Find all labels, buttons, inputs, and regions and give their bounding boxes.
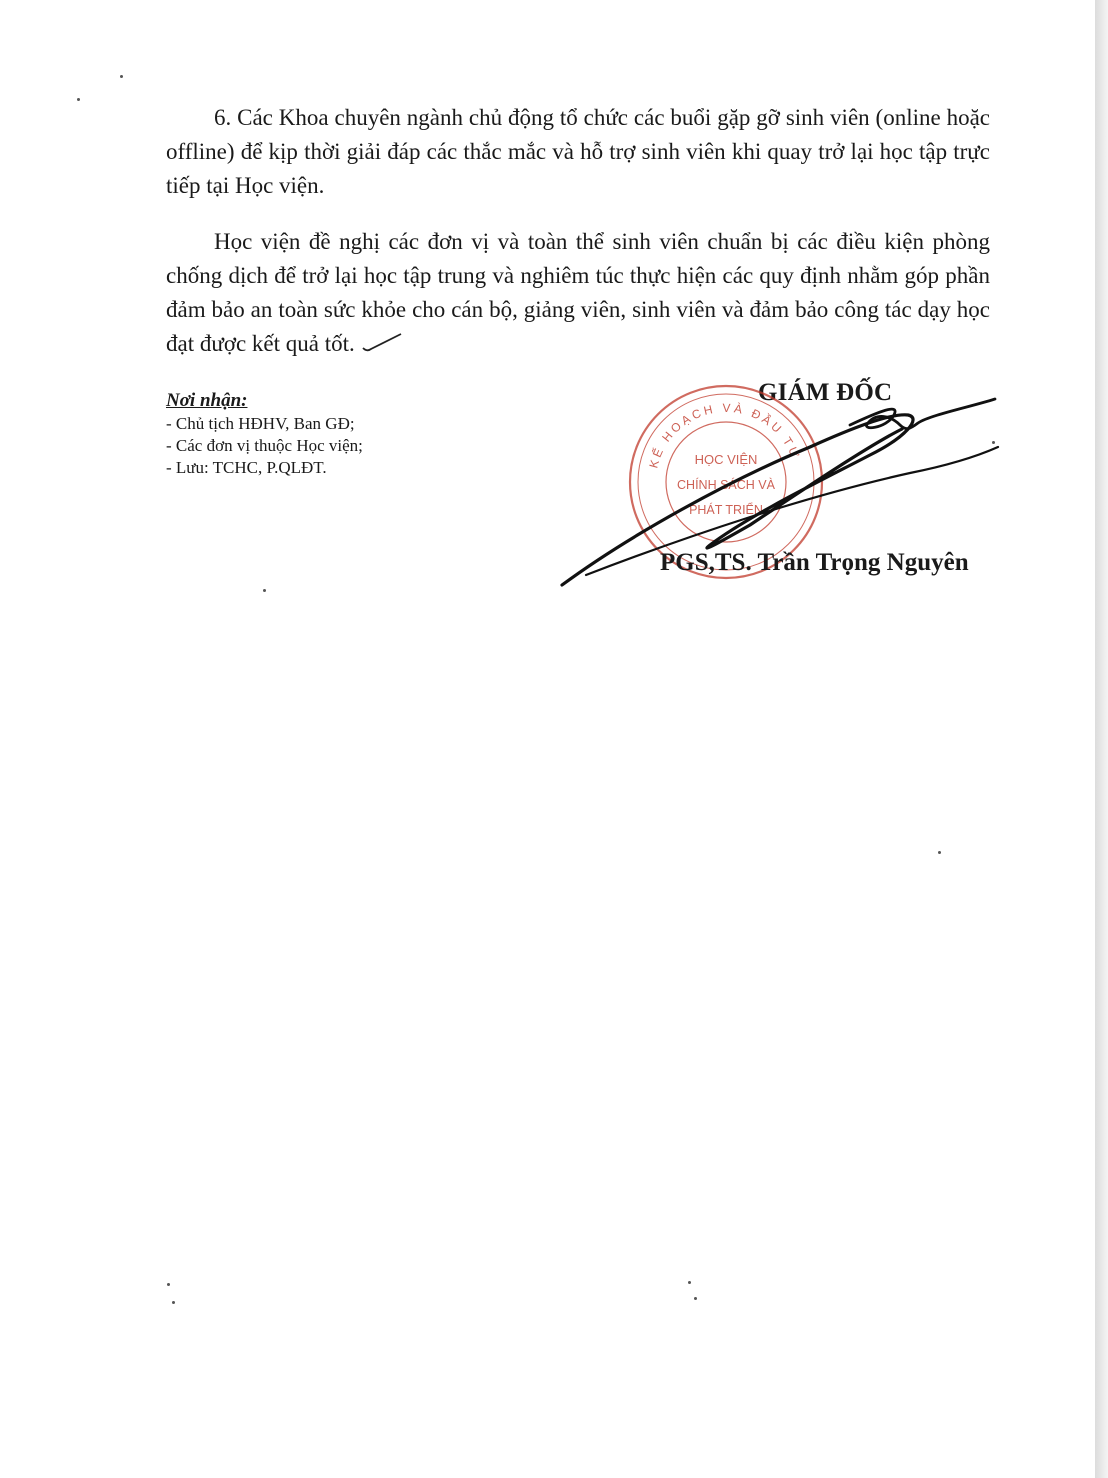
recipient-item: - Lưu: TCHC, P.QLĐT. bbox=[166, 458, 327, 477]
handwritten-signature bbox=[550, 385, 1010, 595]
scan-speck bbox=[77, 98, 80, 101]
scan-speck bbox=[938, 851, 941, 854]
page-edge-shadow bbox=[1095, 0, 1108, 1478]
scan-speck bbox=[172, 1301, 175, 1304]
recipients-block bbox=[166, 390, 496, 479]
scan-speck bbox=[167, 1283, 170, 1286]
scan-speck bbox=[263, 589, 266, 592]
stamp-line: CHÍNH SÁCH VÀ bbox=[677, 478, 775, 492]
recipient-item: - Các đơn vị thuộc Học viện; bbox=[166, 436, 363, 455]
closing-paragraph-text: Học viện đề nghị các đơn vị và toàn thể sinh viên chuẩn bị các điều kiện phòng chống dịch để trở lại học tập trung và nghiêm túc thực hiện các quy định nhằm góp phần đảm bảo an toàn sức khỏe cho cán bộ, giảng viên, sinh viên và đảm bảo công tác dạy học đạt được kết quả tốt. bbox=[166, 229, 990, 356]
scan-speck bbox=[992, 441, 995, 444]
signatory-name: PGS,TS. Trần Trọng Nguyên bbox=[660, 549, 969, 576]
scan-speck bbox=[688, 1281, 691, 1284]
closing-paragraph bbox=[166, 225, 990, 361]
paragraph-item-6: 6. Các Khoa chuyên ngành chủ động tổ chức các buổi gặp gỡ sinh viên (online hoặc offline) để kịp thời giải đáp các thắc mắc và hỗ trợ sinh viên khi quay trở lại học tập trực tiếp tại Học viện. bbox=[166, 105, 990, 198]
recipients-list bbox=[166, 413, 496, 479]
recipients-title: Nơi nhận: bbox=[166, 390, 248, 411]
stamp-line: PHÁT TRIỂN bbox=[689, 503, 763, 517]
recipient-item: - Chủ tịch HĐHV, Ban GĐ; bbox=[166, 414, 355, 433]
stamp-outer-text: KẾ HOẠCH VÀ ĐẦU TƯ bbox=[646, 400, 804, 470]
scan-speck bbox=[120, 75, 123, 78]
signatory-position: GIÁM ĐỐC bbox=[758, 379, 893, 406]
check-mark-icon bbox=[361, 332, 403, 354]
stamp-line: HỌC VIỆN bbox=[694, 452, 758, 467]
scan-speck bbox=[694, 1297, 697, 1300]
